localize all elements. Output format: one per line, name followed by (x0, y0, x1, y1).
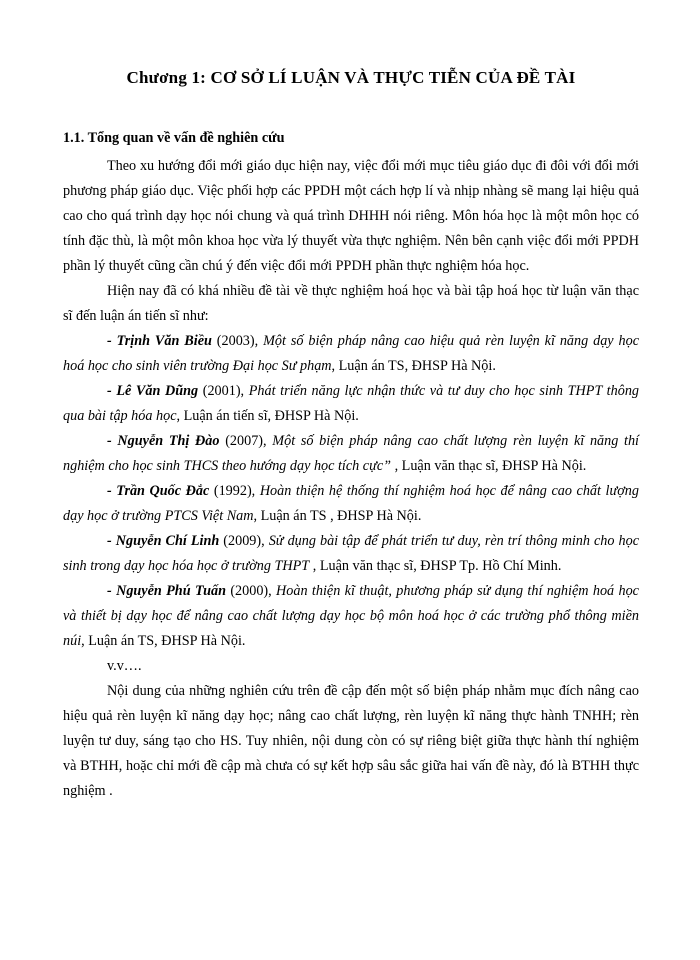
reference-item (63, 479, 639, 529)
reference-author: - Lê Văn Dũng (107, 383, 199, 399)
chapter-title: Chương 1: CƠ SỞ LÍ LUẬN VÀ THỰC TIỄN CỦA ĐỀ TÀI (126, 68, 576, 87)
reference-title: Sử dụng bài tập để phát triển tư duy, rèn trí thông minh cho học sinh trong dạy học hóa học ở trường THPT (63, 533, 640, 574)
reference-year: (1992), (209, 483, 260, 499)
reference-year: (2003), (211, 333, 264, 349)
reference-year: (2007), (219, 433, 273, 449)
reference-item (63, 429, 639, 479)
reference-publisher: , Luận án TS , ĐHSP Hà Nội. (253, 508, 422, 524)
reference-author: - Trịnh Văn Biều (107, 333, 212, 349)
reference-year: (2001), (198, 383, 249, 399)
reference-item (63, 529, 639, 579)
section-heading: 1.1. Tổng quan về vấn đề nghiên cứu (63, 130, 285, 146)
reference-author: - Nguyễn Thị Đào (107, 433, 220, 449)
reference-year: (2000), (225, 583, 277, 599)
etcetera-line: v.v…. (107, 658, 142, 674)
reference-author: - Nguyễn Chí Linh (107, 533, 220, 549)
reference-title: Phát triển năng lực nhận thức và tư duy cho học sinh THPT thông qua bài tập hóa học (63, 383, 640, 424)
reference-title: Hoàn thiện hệ thống thí nghiệm hoá học để nâng cao chất lượng dạy học ở trường PTCS Việt Nam (63, 483, 639, 524)
reference-author: - Nguyễn Phú Tuấn (107, 583, 226, 599)
reference-item (63, 329, 639, 379)
reference-title: Một số biện pháp nâng cao hiệu quả rèn luyện kĩ năng dạy học hoá học cho sinh viên trường Đại học Sư phạm (63, 333, 639, 374)
paragraph-intro-references: Hiện nay đã có khá nhiều đề tài về thực nghiệm hoá học và bài tập hoá học từ luận văn thạc sĩ đến luận án tiến sĩ như: (63, 283, 639, 324)
reference-year: (2009), (219, 533, 269, 549)
reference-item (63, 579, 639, 654)
reference-item (63, 379, 639, 429)
reference-publisher: , Luận văn thạc sĩ, ĐHSP Hà Nội. (391, 458, 587, 474)
reference-title: Hoàn thiện kĩ thuật, phương pháp sử dụng thí nghiệm hoá học và thiết bị dạy học để nâng cao chất lượng dạy học bộ môn hoá học ở các trường phổ thông miền núi (63, 583, 639, 649)
reference-title: Một số biện pháp nâng cao chất lượng rèn luyện kĩ năng thí nghiệm cho học sinh THCS theo hướng dạy học tích cực” (63, 433, 640, 474)
paragraph-conclusion: Nội dung của những nghiên cứu trên đề cập đến một số biện pháp nhằm mục đích nâng cao hiệu quả rèn luyện kĩ năng dạy học; nâng cao chất lượng, rèn luyện kĩ năng thực hành TNHH; rèn luyện tư duy, sáng tạo cho HS. Tuy nhiên, nội dung còn có sự riêng biệt giữa thực hành thí nghiệm và BTHH, hoặc chỉ mới đề cập mà chưa có sự kết hợp sâu sắc giữa hai vấn đề này, đó là BTHH thực nghiệm . (63, 683, 639, 799)
reference-publisher: , Luận án TS, ĐHSP Hà Nội. (331, 358, 496, 374)
reference-publisher: , Luận văn thạc sĩ, ĐHSP Tp. Hồ Chí Minh. (309, 558, 562, 574)
reference-author: - Trần Quốc Đắc (107, 483, 210, 499)
reference-publisher: , Luận án tiến sĩ, ĐHSP Hà Nội. (176, 408, 359, 424)
paragraph-overview: Theo xu hướng đổi mới giáo dục hiện nay, việc đổi mới mục tiêu giáo dục đi đôi với đổi mới phương pháp giáo dục. Việc phối hợp các PPDH một cách hợp lí và nhịp nhàng sẽ mang lại hiệu quả cao cho quá trình dạy học nói chung và quá trình DHHH nói riêng. Môn hóa học là một môn học có tính đặc thù, là một môn khoa học vừa lý thuyết vừa thực nghiệm. Nên bên cạnh việc đổi mới PPDH phần lý thuyết cũng cần chú ý đến việc đổi mới PPDH phần thực nghiệm hóa học. (63, 158, 639, 274)
reference-publisher: , Luận án TS, ĐHSP Hà Nội. (81, 633, 246, 649)
